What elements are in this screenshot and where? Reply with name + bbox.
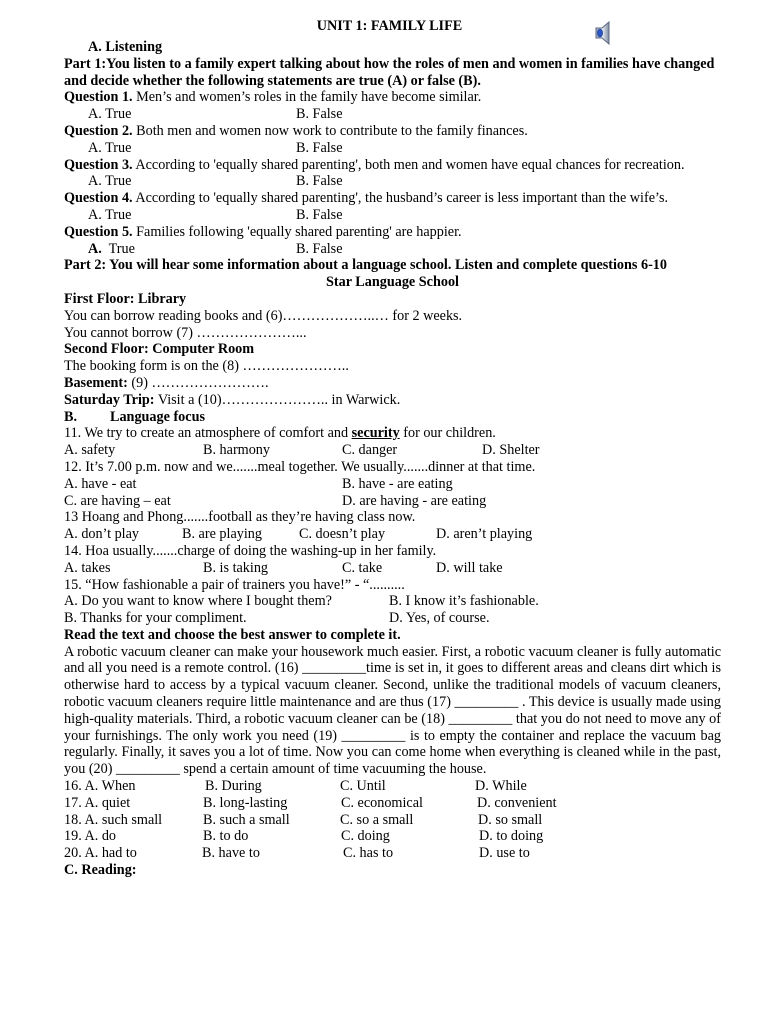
option-b[interactable]: B. to do [203, 828, 249, 845]
worksheet-page [64, 16, 721, 879]
option-a[interactable]: 18. A. such small [64, 811, 163, 828]
option-b[interactable]: B. harmony [203, 442, 270, 459]
question-20-options [64, 845, 721, 862]
question-label: Question 3. [64, 156, 133, 173]
option-b[interactable]: B. is taking [203, 559, 269, 576]
option-a[interactable]: A. takes [64, 559, 111, 576]
option-a[interactable]: A. Do you want to know where I bought them? [64, 593, 332, 610]
option-a[interactable]: 16. A. When [64, 778, 136, 795]
option-c[interactable]: C. doesn’t play [299, 526, 386, 543]
basement-text: (9) ……………………. [127, 374, 269, 391]
option-a[interactable]: 19. A. do [64, 828, 117, 845]
option-b[interactable]: B. are playing [182, 526, 262, 543]
gap-10-line [64, 392, 721, 409]
question-label: Question 5. [64, 223, 133, 240]
question-13-options [64, 526, 721, 543]
question-3 [64, 157, 721, 174]
saturday-label: Saturday Trip: [64, 391, 155, 408]
option-d[interactable]: D. convenient [477, 794, 557, 811]
option-false[interactable]: B. False [296, 206, 343, 223]
question-12: 12. It’s 7.00 p.m. now and we.......meal together. We usually.......dinner at that time. [64, 458, 536, 475]
speaker-audio-icon[interactable] [594, 20, 612, 46]
option-d[interactable]: D. While [475, 778, 527, 795]
option-c[interactable]: C. so a small [340, 811, 414, 828]
option-true[interactable]: A. True [88, 206, 132, 223]
option-c[interactable]: C. take [342, 559, 383, 576]
option-a[interactable]: 17. A. quiet [64, 794, 131, 811]
question-15-options-cd [64, 610, 721, 627]
option-c[interactable]: B. Thanks for your compliment. [64, 610, 247, 627]
option-b[interactable]: B. have - are eating [342, 475, 453, 492]
option-a[interactable]: A. don’t play [64, 526, 140, 543]
option-c[interactable]: C. doing [341, 828, 390, 845]
option-b[interactable]: B. During [205, 778, 262, 795]
option-d[interactable]: D. aren’t playing [436, 526, 533, 543]
question-12-options-cd [64, 493, 721, 510]
question-11 [64, 425, 721, 442]
question-label: Question 1. [64, 89, 133, 106]
option-b[interactable]: B. such a small [203, 811, 290, 828]
question-14-options [64, 560, 721, 577]
question-1-options [64, 106, 721, 123]
option-a[interactable]: A. safety [64, 442, 116, 459]
second-floor-heading: Second Floor: Computer Room [64, 341, 255, 358]
option-true[interactable]: A. True [88, 106, 132, 123]
option-true[interactable]: A. True [88, 173, 132, 190]
cloze-passage: A robotic vacuum cleaner can make your housework much easier. First, a robotic vacuum cleaner is fully automatic and all you need is a remote control. (16) _________time is set in, it goes to different areas and cleans dirt which is otherwise hard to access by a typical vacuum cleaner. Second, unlike the traditional models of vacuum cleaners, robotic vacuum cleaners require little maintenance and are thus (17) _________ . This device is usually made using high-quality materials. Third, a robotic vacuum cleaner can be (18) _________ that you do not need to move any of your furnishings. The only work you need (19) _________ is to empty the container and replace the vacuum bag regularly. Finally, it saves you a lot of time. Now you can come home when everything is cleaned while in the past, you (20) _________ spend a certain amount of time vacuuming the house. [64, 643, 721, 778]
option-false[interactable]: B. False [296, 139, 343, 156]
option-false[interactable]: B. False [296, 173, 343, 190]
part1-instruction: Part 1:You listen to a family expert talking about how the roles of men and women in families have changed and decide whether the following statements are true (A) or false (B). [64, 55, 715, 89]
school-title: Star Language School [326, 274, 459, 291]
option-false[interactable]: B. False [296, 106, 343, 123]
section-b-letter: B. [64, 408, 78, 425]
question-text: Families following 'equally shared parenting' are happier. [132, 223, 462, 240]
option-true[interactable]: A. True [88, 139, 132, 156]
question-label: Question 4. [64, 190, 133, 207]
option-b[interactable]: B. long-lasting [203, 794, 288, 811]
gap-8-line: The booking form is on the (8) ………………….. [64, 358, 349, 375]
option-a[interactable]: 20. A. had to [64, 845, 137, 862]
question-11-options [64, 442, 721, 459]
question-18-options [64, 812, 721, 829]
section-c-heading: C. Reading: [64, 862, 137, 879]
question-text: According to 'equally shared parenting', the husband’s career is less important than the wife’s. [132, 190, 669, 207]
option-d[interactable]: D. Yes, of course. [389, 610, 490, 627]
cloze-instruction: Read the text and choose the best answer to complete it. [64, 626, 401, 643]
option-text: True [101, 240, 135, 257]
question-15-options-ab [64, 593, 721, 610]
question-4-options [64, 207, 721, 224]
q11-underlined-word: security [351, 425, 400, 442]
option-false[interactable]: B. False [296, 240, 343, 257]
part2-instruction: Part 2: You will hear some information about a language school. Listen and complete questions 6-10 [64, 257, 667, 274]
gap-6-line: You can borrow reading books and (6)………………..… for 2 weeks. [64, 307, 463, 324]
question-13: 13 Hoang and Phong.......football as they’re having class now. [64, 509, 416, 526]
section-a-heading: A. Listening [88, 39, 163, 55]
option-c[interactable]: C. are having – eat [64, 492, 171, 509]
option-c[interactable]: C. economical [341, 794, 423, 811]
question-2-options [64, 140, 721, 157]
option-c[interactable]: C. danger [342, 442, 398, 459]
question-4 [64, 190, 721, 207]
section-b-heading [64, 409, 721, 426]
question-1 [64, 89, 721, 106]
gap-9-line [64, 375, 721, 392]
saturday-text: Visit a (10)………………….. in Warwick. [154, 391, 401, 408]
question-14: 14. Hoa usually.......charge of doing the washing-up in her family. [64, 542, 437, 559]
option-d[interactable]: D. so small [478, 811, 543, 828]
option-b[interactable]: B. I know it’s fashionable. [389, 593, 539, 610]
q11-text-pre: 11. We try to create an atmosphere of comfort and [64, 425, 352, 442]
question-19-options [64, 828, 721, 845]
question-15: 15. “How fashionable a pair of trainers you have!” - “.......... [64, 576, 405, 593]
question-2 [64, 123, 721, 140]
gap-7-line: You cannot borrow (7) …………………... [64, 324, 307, 341]
question-5 [64, 224, 721, 241]
question-12-options-ab [64, 476, 721, 493]
option-b[interactable]: B. have to [202, 845, 260, 862]
question-5-options [64, 241, 721, 258]
question-16-options [64, 778, 721, 795]
question-text: Both men and women now work to contribute to the family finances. [132, 122, 528, 139]
basement-label: Basement: [64, 374, 128, 391]
option-true[interactable] [88, 241, 135, 258]
question-text: According to 'equally shared parenting', both men and women have equal chances for recreation. [132, 156, 685, 173]
page-title: UNIT 1: FAMILY LIFE [316, 18, 463, 34]
option-d[interactable]: D. use to [479, 845, 530, 862]
question-17-options [64, 795, 721, 812]
option-d[interactable]: D. are having - are eating [342, 492, 487, 509]
question-3-options [64, 173, 721, 190]
q11-text-post: for our children. [399, 425, 496, 442]
option-letter: A. [88, 240, 102, 257]
question-label: Question 2. [64, 122, 133, 139]
option-c[interactable]: C. Until [340, 778, 386, 795]
first-floor-heading: First Floor: Library [64, 290, 187, 307]
section-b-title: Language focus [110, 408, 205, 425]
option-d[interactable]: D. Shelter [482, 442, 540, 459]
option-d[interactable]: D. will take [436, 559, 503, 576]
option-c[interactable]: C. has to [343, 845, 394, 862]
option-d[interactable]: D. to doing [479, 828, 544, 845]
question-text: Men’s and women’s roles in the family have become similar. [132, 89, 482, 106]
option-a[interactable]: A. have - eat [64, 475, 137, 492]
